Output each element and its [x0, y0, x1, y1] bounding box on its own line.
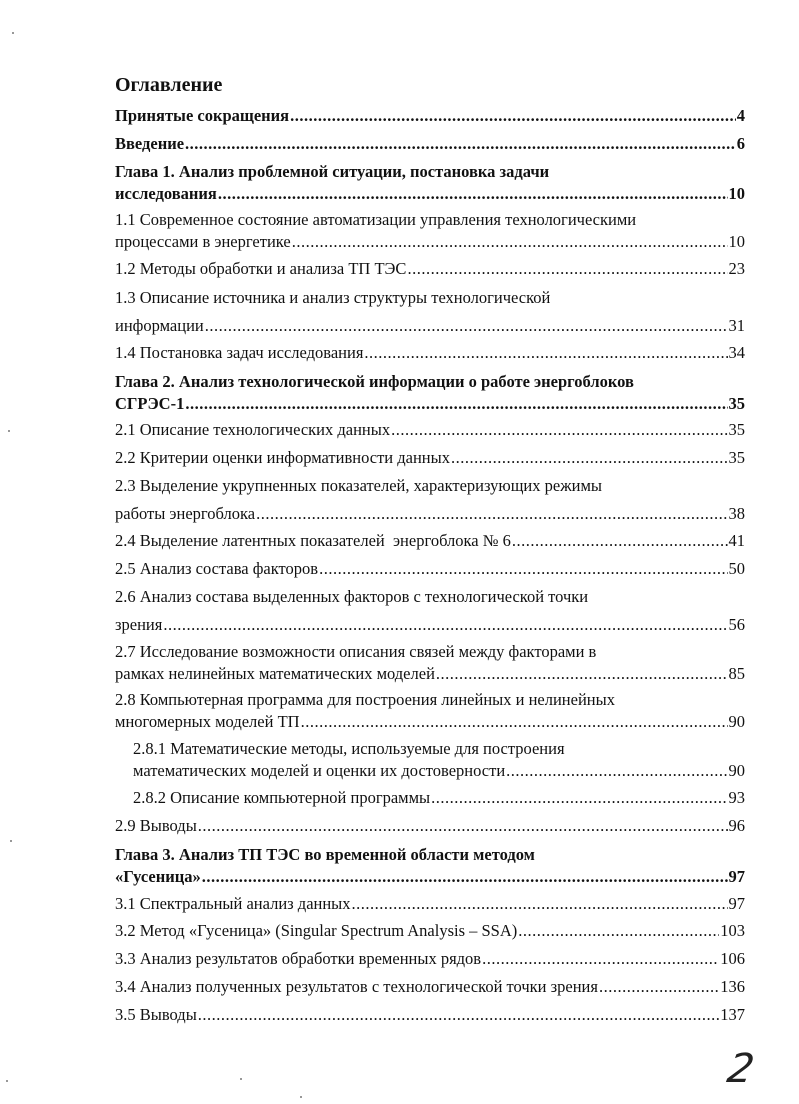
toc-entry-2-8-2[interactable]: 2.8.2 Описание компьютерной программы ..... 93	[133, 787, 745, 809]
toc-entry-3-1[interactable]: 3.1 Спектральный анализ данных ..... 97	[115, 893, 745, 915]
scan-speck	[10, 840, 12, 842]
toc-entry-3-4[interactable]: 3.4 Анализ полученных результатов с технологической точки зрения ..... 136	[115, 976, 745, 998]
toc-entry-2-8-1[interactable]: 2.8.1 Математические методы, используемые для построения математических моделей и оценки их достоверности ..... 90	[133, 738, 745, 782]
toc-entry-introduction[interactable]: Введение ..... 6	[115, 133, 745, 155]
toc-entry-2-1[interactable]: 2.1 Описание технологических данных ..... 35	[115, 419, 745, 441]
toc-entry-3-3[interactable]: 3.3 Анализ результатов обработки временных рядов ..... 106	[115, 948, 745, 970]
toc-entry-2-3[interactable]: 2.3 Выделение укрупненных показателей, характеризующих режимы работы энергоблока ..... 38	[115, 475, 745, 525]
toc-entry-2-7[interactable]: 2.7 Исследование возможности описания связей между факторами в рамках нелинейных математических моделей ..... 85	[115, 641, 745, 685]
toc-entry-2-4[interactable]: 2.4 Выделение латентных показателей энергоблока № 6 ..... 41	[115, 530, 745, 552]
toc-entry-1-4[interactable]: 1.4 Постановка задач исследования ..... 34	[115, 342, 745, 364]
scan-speck	[12, 32, 14, 34]
toc-entry-chapter-1[interactable]: Глава 1. Анализ проблемной ситуации, постановка задачи исследования ..... 10	[115, 161, 745, 205]
toc-entry-2-6[interactable]: 2.6 Анализ состава выделенных факторов с технологической точки зрения ..... 56	[115, 586, 745, 636]
scan-speck	[6, 1080, 8, 1082]
handwritten-page-number: 2	[723, 1046, 758, 1092]
scan-speck	[300, 1096, 302, 1098]
toc-entry-2-2[interactable]: 2.2 Критерии оценки информативности данных ..... 35	[115, 447, 745, 469]
toc-entry-3-5[interactable]: 3.5 Выводы ..... 137	[115, 1004, 745, 1026]
toc-entry-abbreviations[interactable]: Принятые сокращения ..... 4	[115, 105, 745, 127]
scan-speck	[240, 1078, 242, 1080]
toc-entry-1-3[interactable]: 1.3 Описание источника и анализ структуры технологической информации ..... 31	[115, 287, 745, 337]
toc-entry-3-2[interactable]: 3.2 Метод «Гусеница» (Singular Spectrum Analysis – SSA) ..... 103	[115, 920, 745, 942]
toc-entry-2-9[interactable]: 2.9 Выводы ..... 96	[115, 815, 745, 837]
toc-entry-chapter-2[interactable]: Глава 2. Анализ технологической информации о работе энергоблоков СГРЭС-1 ..... 35	[115, 371, 745, 415]
toc-entry-2-8[interactable]: 2.8 Компьютерная программа для построения линейных и нелинейных многомерных моделей ТП ..... 90	[115, 689, 745, 733]
scan-speck	[8, 430, 10, 432]
toc-title: Оглавление	[115, 74, 223, 96]
toc-entry-chapter-3[interactable]: Глава 3. Анализ ТП ТЭС во временной области методом «Гусеница» ..... 97	[115, 844, 745, 888]
toc-entry-2-5[interactable]: 2.5 Анализ состава факторов ..... 50	[115, 558, 745, 580]
toc-entry-1-1[interactable]: 1.1 Современное состояние автоматизации управления технологическими процессами в энергетике ..... 10	[115, 209, 745, 253]
toc-entry-1-2[interactable]: 1.2 Методы обработки и анализа ТП ТЭС ..... 23	[115, 258, 745, 280]
